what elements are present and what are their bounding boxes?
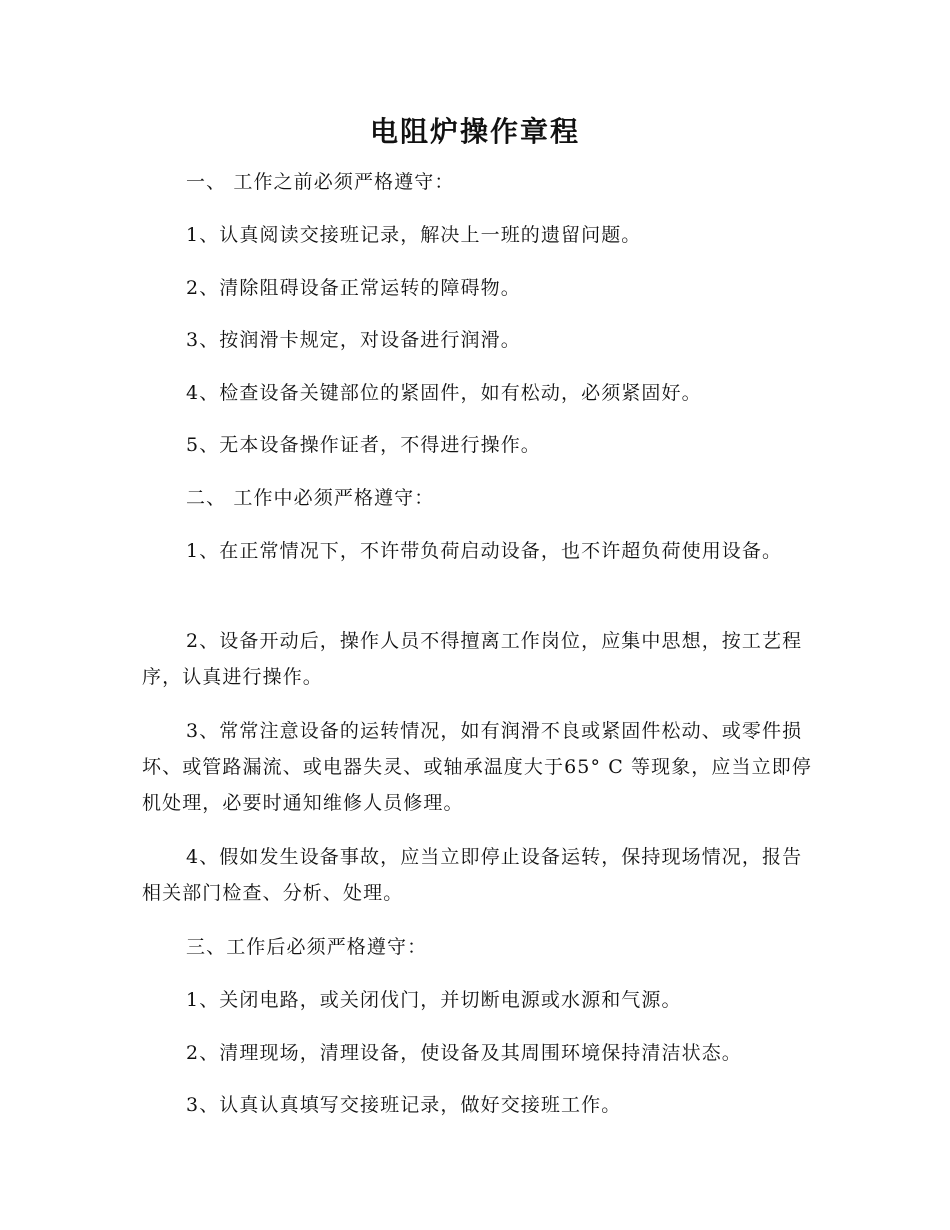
paragraph-item: 2、清理现场，清理设备，使设备及其周围环境保持清洁状态。 xyxy=(186,1042,742,1064)
section-heading-1: 一、 工作之前必须严格遵守： xyxy=(186,171,455,193)
paragraph-item: 3、按润滑卡规定，对设备进行润滑。 xyxy=(186,329,521,351)
paragraph-item: 5、无本设备操作证者，不得进行操作。 xyxy=(186,434,541,456)
section-heading-3: 三、工作后必须严格遵守： xyxy=(186,936,428,958)
paragraph-item: 4、假如发生设备事故，应当立即停止设备运转，保持现场情况，报告相关部门检查、分析、处理。 xyxy=(142,846,803,904)
paragraph-item: 1、关闭电路，或关闭伐门，并切断电源或水源和气源。 xyxy=(186,989,682,1011)
page-title: 电阻炉操作章程 xyxy=(369,115,580,148)
paragraph-item: 1、在正常情况下，不许带负荷启动设备，也不许超负荷使用设备。 xyxy=(186,540,783,562)
paragraph-item: 1、认真阅读交接班记录，解决上一班的遗留问题。 xyxy=(186,224,642,246)
paragraph-item: 4、检查设备关键部位的紧固件，如有松动，必须紧固好。 xyxy=(186,382,702,404)
section-heading-2: 二、 工作中必须严格遵守： xyxy=(186,487,435,509)
paragraph-item: 2、清除阻碍设备正常运转的障碍物。 xyxy=(186,277,521,299)
paragraph-item: 3、认真认真填写交接班记录，做好交接班工作。 xyxy=(186,1094,622,1116)
paragraph-item: 2、设备开动后，操作人员不得擅离工作岗位，应集中思想，按工艺程序，认真进行操作。 xyxy=(142,630,803,688)
paragraph-item: 3、常常注意设备的运转情况，如有润滑不良或紧固件松动、或零件损坏、或管路漏流、或电器失灵、或轴承温度大于65° C 等现象，应当立即停机处理，必要时通知维修人员修理。 xyxy=(142,720,812,814)
